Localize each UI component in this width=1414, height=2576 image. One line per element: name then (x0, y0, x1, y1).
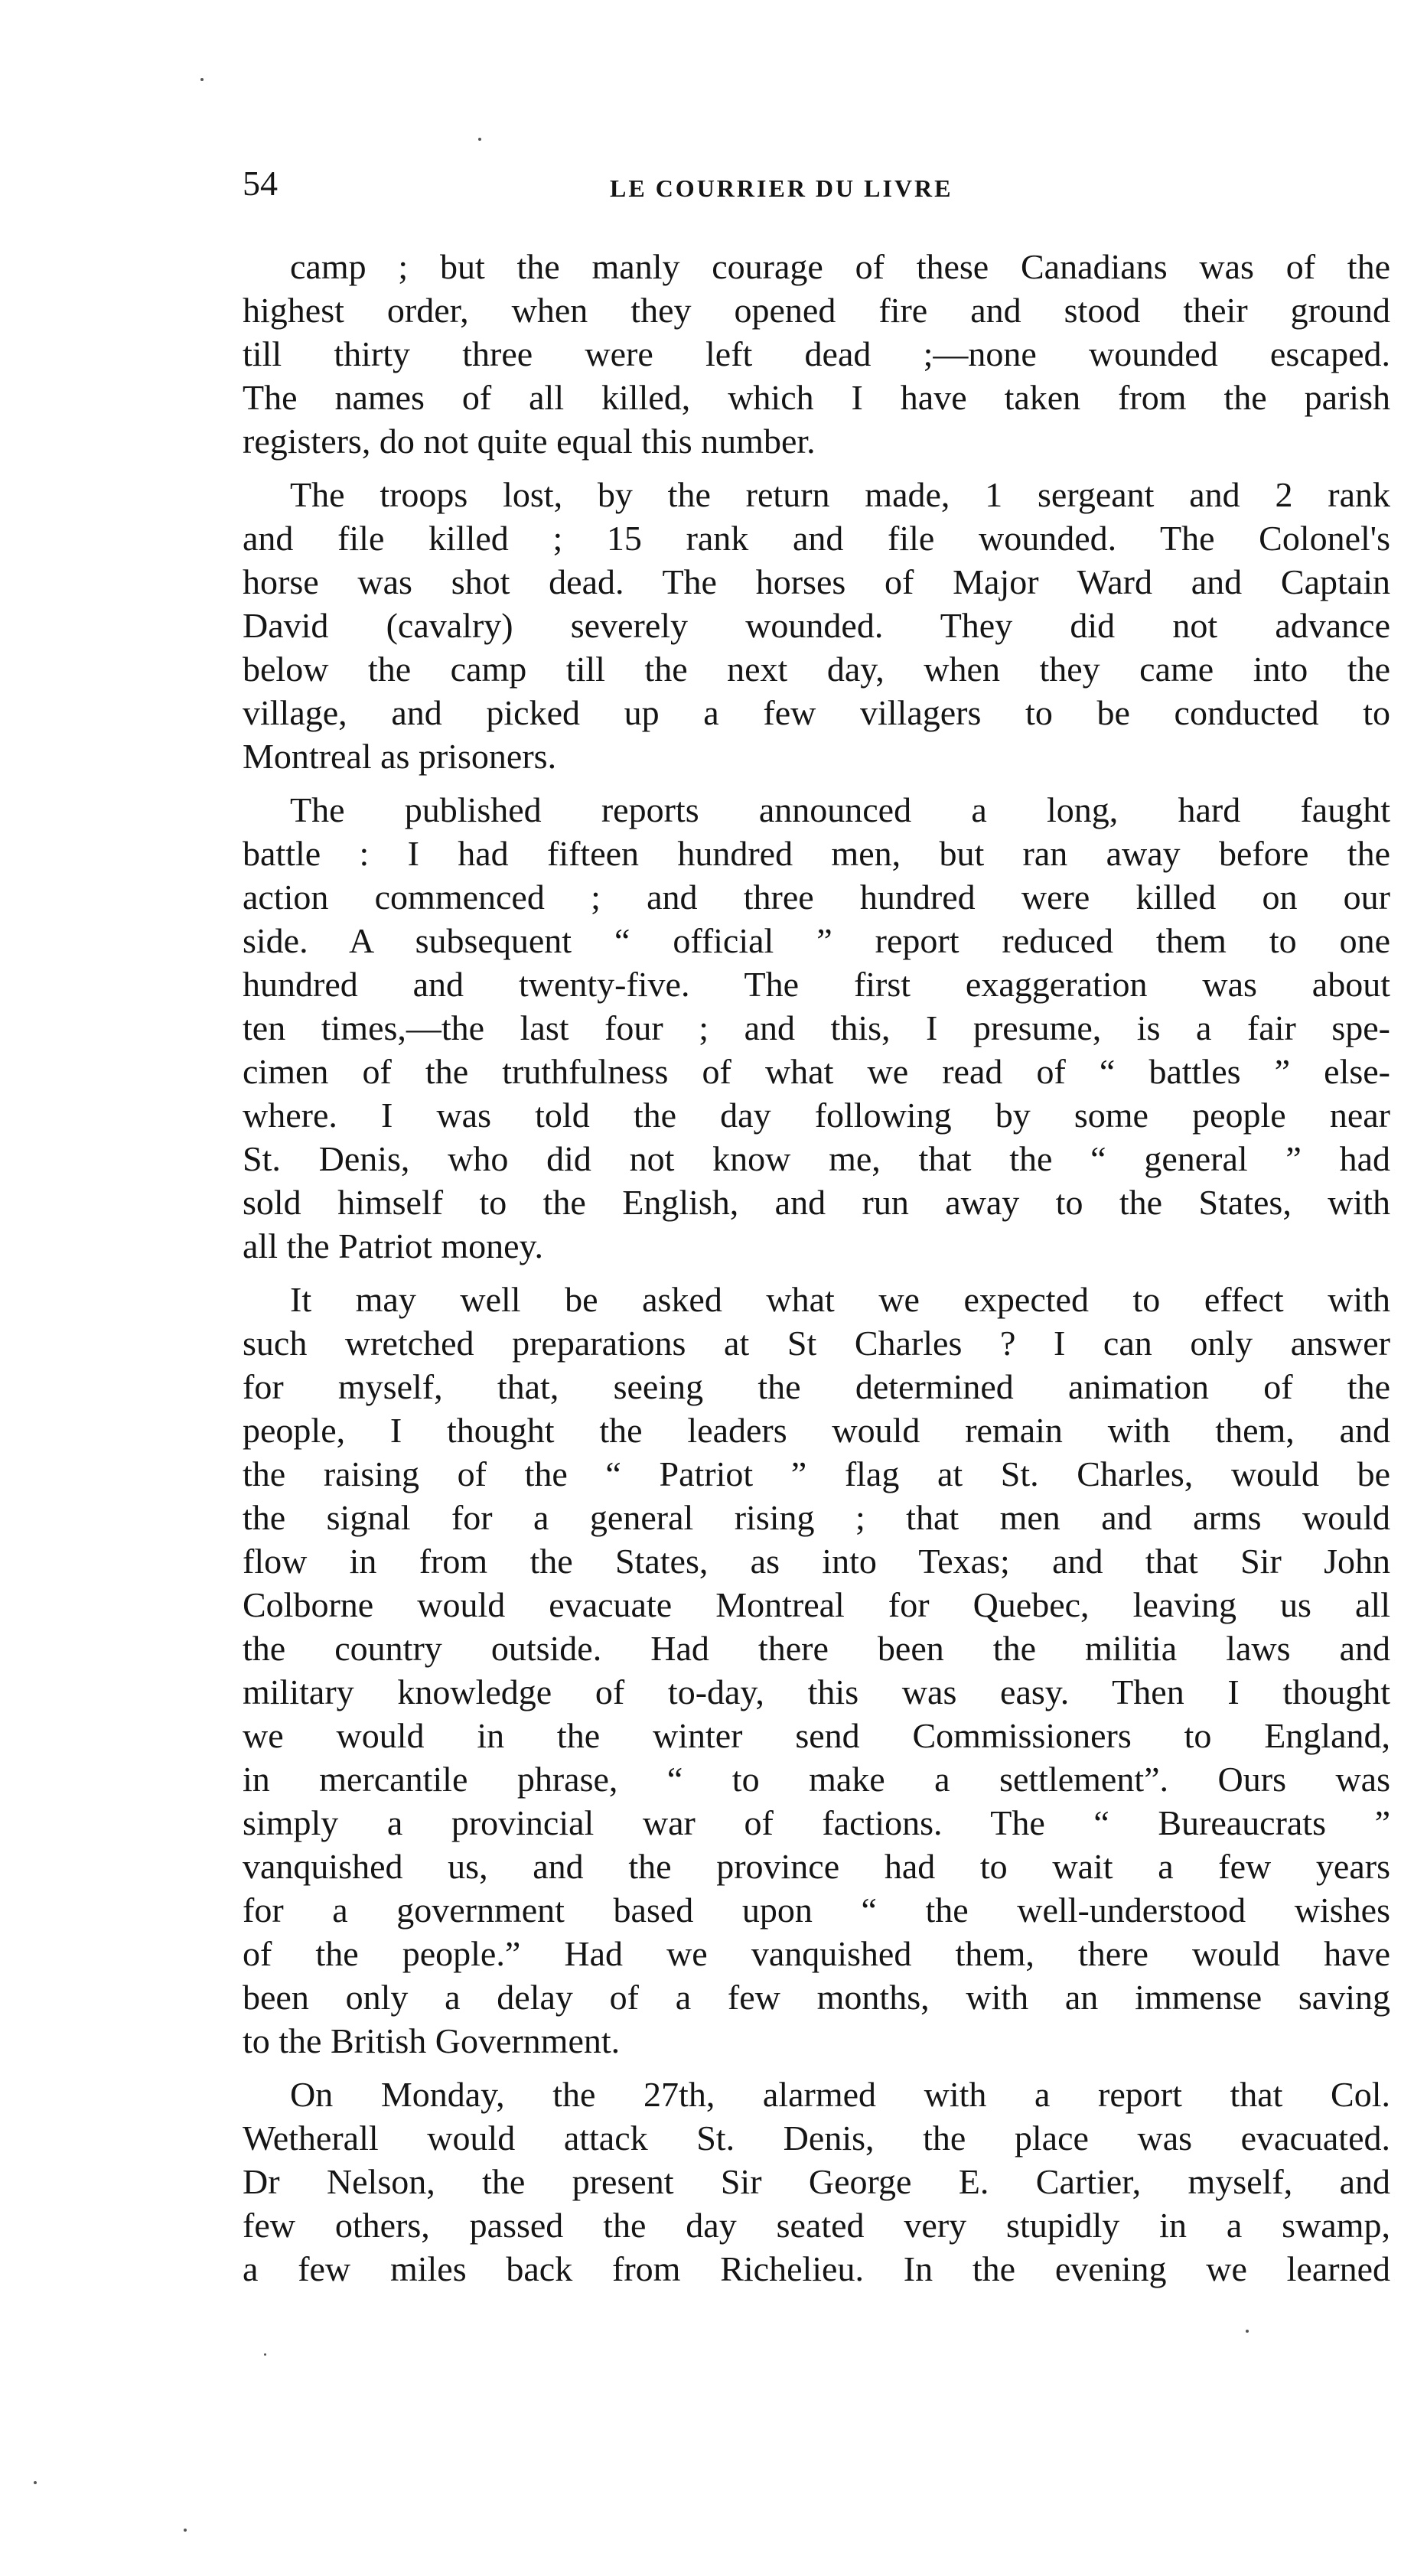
text-line: people, I thought the leaders would remain with them, and (243, 1411, 1390, 1450)
text-line: The published reports announced a long, hard faught (290, 790, 1390, 829)
text-line: cimen of the truthfulness of what we read of “ battles ” else- (243, 1052, 1390, 1091)
paragraph (243, 788, 1390, 1268)
text-line: Dr Nelson, the present Sir George E. Cartier, myself, and (243, 2162, 1390, 2201)
text-line: side. A subsequent “ official ” report reduced them to one (243, 921, 1390, 960)
text-line: ten times,—the last four ; and this, I presume, is a fair spe- (243, 1008, 1390, 1047)
text-line: to the British Government. (243, 2021, 621, 2060)
text-line: simply a provincial war of factions. The “ Bureaucrats ” (243, 1803, 1390, 1842)
text-line: St. Denis, who did not know me, that the “ general ” had (243, 1139, 1390, 1178)
text-line: a few miles back from Richelieu. In the evening we learned (243, 2249, 1390, 2288)
scan-speck (264, 2353, 266, 2356)
text-line: all the Patriot money. (243, 1226, 544, 1265)
page-number: 54 (243, 164, 278, 203)
scan-speck (1246, 2330, 1249, 2333)
text-line: the raising of the “ Patriot ” flag at St. Charles, would be (243, 1454, 1390, 1493)
text-line: On Monday, the 27th, alarmed with a report that Col. (290, 2075, 1390, 2114)
paragraph-gap (243, 2063, 1390, 2073)
text-line: till thirty three were left dead ;—none wounded escaped. (243, 334, 1390, 373)
text-line: few others, passed the day seated very stupidly in a swamp, (243, 2206, 1390, 2245)
text-line: vanquished us, and the province had to wait a few years (243, 1847, 1390, 1886)
text-line: horse was shot dead. The horses of Major Ward and Captain (243, 562, 1390, 601)
scan-speck (184, 2529, 187, 2532)
paragraph (243, 1278, 1390, 2063)
text-line: for myself, that, seeing the determined animation of the (243, 1367, 1390, 1406)
paragraph (243, 245, 1390, 463)
text-line: hundred and twenty-five. The first exaggeration was about (243, 965, 1390, 1004)
text-line: The troops lost, by the return made, 1 sergeant and 2 rank (290, 475, 1390, 514)
text-line: It may well be asked what we expected to effect with (290, 1280, 1390, 1319)
text-line: village, and picked up a few villagers to be conducted to (243, 693, 1390, 732)
paragraph-gap (243, 463, 1390, 473)
text-line: the country outside. Had there been the militia laws and (243, 1629, 1390, 1668)
paragraph (243, 473, 1390, 778)
scan-speck (200, 78, 204, 81)
text-line: sold himself to the English, and run away to the States, with (243, 1183, 1390, 1222)
paragraph-gap (243, 1268, 1390, 1278)
text-line: camp ; but the manly courage of these Canadians was of the (290, 247, 1390, 286)
text-line: of the people.” Had we vanquished them, there would have (243, 1934, 1390, 1973)
text-line: below the camp till the next day, when they came into the (243, 650, 1390, 689)
text-line: such wretched preparations at St Charles ? I can only answer (243, 1324, 1390, 1363)
paragraph (243, 2073, 1390, 2291)
text-line: the signal for a general rising ; that men and arms would (243, 1498, 1390, 1537)
text-line: David (cavalry) severely wounded. They did not advance (243, 606, 1390, 645)
text-line: in mercantile phrase, “ to make a settlement”. Ours was (243, 1760, 1390, 1799)
text-line: flow in from the States, as into Texas; and that Sir John (243, 1542, 1390, 1581)
text-line: been only a delay of a few months, with an immense saving (243, 1978, 1390, 2017)
scan-speck (34, 2481, 37, 2484)
text-line: Montreal as prisoners. (243, 737, 557, 776)
paragraph-gap (243, 778, 1390, 788)
text-line: Wetherall would attack St. Denis, the place was evacuated. (243, 2118, 1390, 2158)
text-line: Colborne would evacuate Montreal for Quebec, leaving us all (243, 1585, 1390, 1624)
text-line: The names of all killed, which I have taken from the parish (243, 378, 1390, 417)
text-line: highest order, when they opened fire and stood their ground (243, 291, 1390, 330)
text-line: we would in the winter send Commissioners to England, (243, 1716, 1390, 1755)
text-line: action commenced ; and three hundred were killed on our (243, 878, 1390, 917)
text-line: for a government based upon “ the well-understood wishes (243, 1890, 1390, 1930)
scan-speck (478, 138, 481, 141)
body-text (243, 245, 1390, 2291)
running-title: LE COURRIER DU LIVRE (610, 174, 953, 202)
text-line: battle : I had fifteen hundred men, but ran away before the (243, 834, 1390, 873)
text-line: where. I was told the day following by some people near (243, 1096, 1390, 1135)
text-line: military knowledge of to-day, this was easy. Then I thought (243, 1672, 1390, 1711)
text-line: registers, do not quite equal this number. (243, 422, 816, 461)
text-line: and file killed ; 15 rank and file wounded. The Colonel's (243, 519, 1390, 558)
page-header (243, 161, 1398, 222)
